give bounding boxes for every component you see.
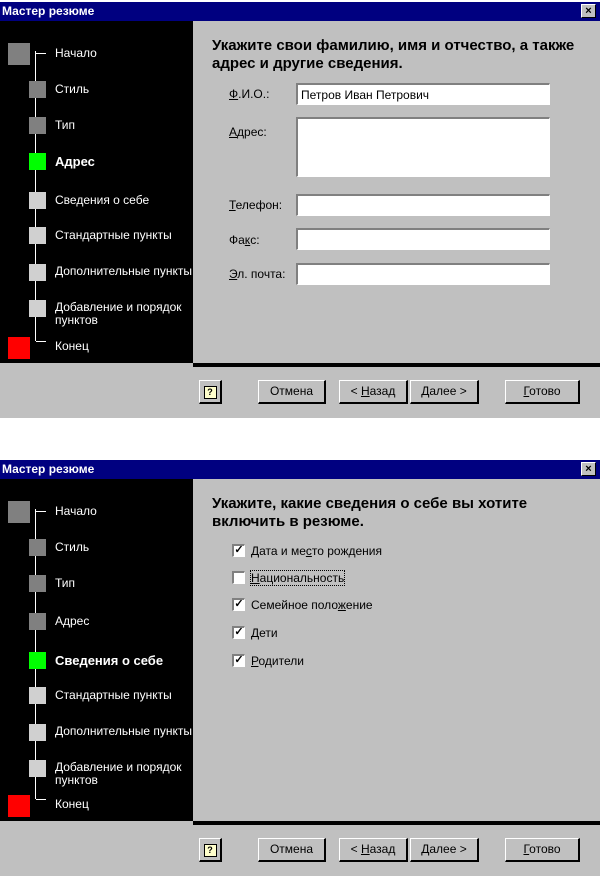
back-button-pre: <: [350, 384, 361, 398]
finish-button[interactable]: [505, 838, 580, 862]
step-address: [0, 610, 193, 646]
next-button[interactable]: [410, 838, 479, 862]
cb-accel: с: [305, 544, 312, 558]
window-title: Мастер резюме: [2, 462, 95, 476]
address-label-accel: А: [229, 125, 238, 139]
step-tick: [36, 511, 46, 512]
email-label-accel: Э: [229, 267, 238, 281]
step-start: [0, 41, 193, 77]
address-label: [229, 125, 267, 139]
help-button[interactable]: [199, 380, 222, 404]
step-address-label: Адрес: [55, 154, 95, 169]
back-button[interactable]: [339, 838, 408, 862]
address-input[interactable]: [296, 117, 550, 177]
back-button-pre: <: [350, 842, 361, 856]
step-standard: [0, 684, 193, 720]
phone-label-text: елефон:: [235, 198, 283, 212]
checkbox-marital-label: [251, 598, 373, 612]
checkbox-marital-box[interactable]: ✓: [232, 598, 245, 611]
step-end: [0, 793, 193, 829]
title-bar: [0, 2, 600, 21]
step-end-label: Конец: [55, 797, 89, 811]
wizard-content: [193, 479, 600, 821]
cancel-button[interactable]: Отмена: [258, 838, 326, 862]
step-standard-label: Стандартные пункты: [55, 688, 172, 702]
wizard-steps-panel: [0, 21, 193, 363]
step-address-marker-icon: [29, 153, 46, 170]
finish-button-accel: Г: [523, 842, 530, 856]
finish-button-text: отово: [529, 842, 561, 856]
fio-label: [229, 87, 269, 101]
button-bar: [0, 825, 600, 876]
resume-wizard-window-address: [0, 2, 600, 418]
step-standard-marker-icon: [29, 227, 46, 244]
step-additional-marker-icon: [29, 264, 46, 281]
step-type-label: Тип: [55, 118, 76, 132]
step-style-marker-icon: [29, 81, 46, 98]
cb-accel: Н: [251, 571, 260, 585]
step-additional-label: Дополнительные пункты: [55, 264, 192, 278]
step-end-marker-icon: [8, 337, 30, 359]
step-address-marker-icon: [29, 613, 46, 630]
finish-button[interactable]: [505, 380, 580, 404]
step-additional-label: Дополнительные пункты: [55, 724, 192, 738]
step-type-marker-icon: [29, 575, 46, 592]
step-type: [0, 114, 193, 150]
next-button-text: алее >: [429, 384, 467, 398]
step-start-marker-icon: [8, 501, 30, 523]
step-type-marker-icon: [29, 117, 46, 134]
cb-accel: Д: [251, 626, 260, 640]
step-order: [0, 757, 193, 793]
step-additional: [0, 261, 193, 297]
fax-label: [229, 233, 260, 247]
cb-rest: ение: [345, 598, 373, 612]
step-tick: [36, 341, 46, 342]
step-style: [0, 78, 193, 114]
step-standard: [0, 224, 193, 260]
back-button-accel: Н: [360, 842, 370, 856]
email-label-text: л. почта:: [237, 267, 286, 281]
fio-label-accel: Ф: [229, 87, 239, 101]
fio-label-text: .И.О.:: [238, 87, 270, 101]
step-start-label: Начало: [55, 504, 97, 518]
fax-label-accel: к: [244, 233, 251, 247]
page-heading: Укажите, какие сведения о себе вы хотите включить в резюме.: [212, 495, 528, 530]
phone-label: [229, 198, 282, 212]
help-button[interactable]: [199, 838, 222, 862]
resume-wizard-window-about: [0, 460, 600, 876]
step-start-marker-icon: [8, 43, 30, 65]
button-bar: [0, 367, 600, 418]
checkbox-parents-label: [251, 654, 304, 668]
checkbox-birth-label: [251, 544, 382, 558]
step-end: [0, 335, 193, 371]
cb-rest: ациональность: [259, 571, 345, 585]
step-start: [0, 499, 193, 535]
step-address: [0, 150, 193, 186]
next-button-text: алее >: [429, 842, 467, 856]
step-address-label: Адрес: [55, 614, 90, 628]
cb-accel: ж: [337, 598, 346, 612]
step-standard-marker-icon: [29, 687, 46, 704]
step-order-marker-icon: [29, 760, 46, 777]
checkbox-nationality-label: [251, 571, 344, 585]
step-tick: [36, 799, 46, 800]
back-button-accel: Н: [360, 384, 370, 398]
step-style: [0, 536, 193, 572]
cb-pre: Дата и ме: [251, 544, 306, 558]
address-label-text: дрес:: [237, 125, 267, 139]
checkbox-birth-box[interactable]: ✓: [232, 544, 245, 557]
step-about-marker-icon: [29, 652, 46, 669]
email-input[interactable]: [296, 263, 550, 285]
fio-input[interactable]: Петров Иван Петрович: [296, 83, 550, 105]
next-button[interactable]: [410, 380, 479, 404]
next-button-accel: Д: [421, 842, 430, 856]
checkbox-children-label: [251, 626, 278, 640]
close-button[interactable]: ×: [581, 462, 596, 476]
email-label: [229, 267, 285, 281]
window-title: Мастер резюме: [2, 4, 95, 18]
step-about: [0, 189, 193, 225]
phone-input[interactable]: [296, 194, 550, 216]
phone-label-accel: Т: [229, 198, 236, 212]
help-icon: ?: [204, 386, 217, 399]
fax-input[interactable]: [296, 228, 550, 250]
cb-rest: одители: [258, 654, 304, 668]
fax-label-text: с:: [250, 233, 260, 247]
title-bar: [0, 460, 600, 479]
back-button-text: азад: [369, 384, 396, 398]
checkbox-parents-box[interactable]: ✓: [232, 654, 245, 667]
fax-label-pre: Фа: [229, 233, 245, 247]
wizard-content: [193, 21, 600, 363]
step-order-label: Добавление и порядок пунктов: [55, 300, 182, 327]
step-order-label: Добавление и порядок пунктов: [55, 760, 182, 787]
checkbox-nationality-box[interactable]: [232, 571, 245, 584]
finish-button-text: отово: [529, 384, 561, 398]
back-button-text: азад: [369, 842, 396, 856]
step-style-marker-icon: [29, 539, 46, 556]
back-button[interactable]: [339, 380, 408, 404]
cb-rest: то рождения: [311, 544, 382, 558]
cb-rest: ети: [259, 626, 278, 640]
step-end-marker-icon: [8, 795, 30, 817]
step-about: [0, 649, 193, 685]
close-button[interactable]: ×: [581, 4, 596, 18]
finish-button-accel: Г: [523, 384, 530, 398]
step-about-label: Сведения о себе: [55, 193, 150, 207]
step-about-marker-icon: [29, 192, 46, 209]
step-tick: [36, 53, 46, 54]
cb-accel: Р: [251, 654, 259, 668]
step-style-label: Стиль: [55, 540, 90, 554]
checkbox-children-box[interactable]: ✓: [232, 626, 245, 639]
step-standard-label: Стандартные пункты: [55, 228, 172, 242]
step-additional-marker-icon: [29, 724, 46, 741]
step-end-label: Конец: [55, 339, 89, 353]
step-order: [0, 297, 193, 333]
help-icon: ?: [204, 844, 217, 857]
wizard-steps-panel: [0, 479, 193, 821]
step-start-label: Начало: [55, 46, 97, 60]
step-order-marker-icon: [29, 300, 46, 317]
step-style-label: Стиль: [55, 82, 90, 96]
step-additional: [0, 721, 193, 757]
cb-pre: Семейное поло: [251, 598, 338, 612]
cancel-button[interactable]: Отмена: [258, 380, 326, 404]
step-about-label: Сведения о себе: [55, 653, 164, 668]
next-button-accel: Д: [421, 384, 430, 398]
step-type: [0, 572, 193, 608]
step-type-label: Тип: [55, 576, 76, 590]
page-heading: Укажите свои фамилию, имя и отчество, а также адрес и другие сведения.: [212, 37, 575, 72]
